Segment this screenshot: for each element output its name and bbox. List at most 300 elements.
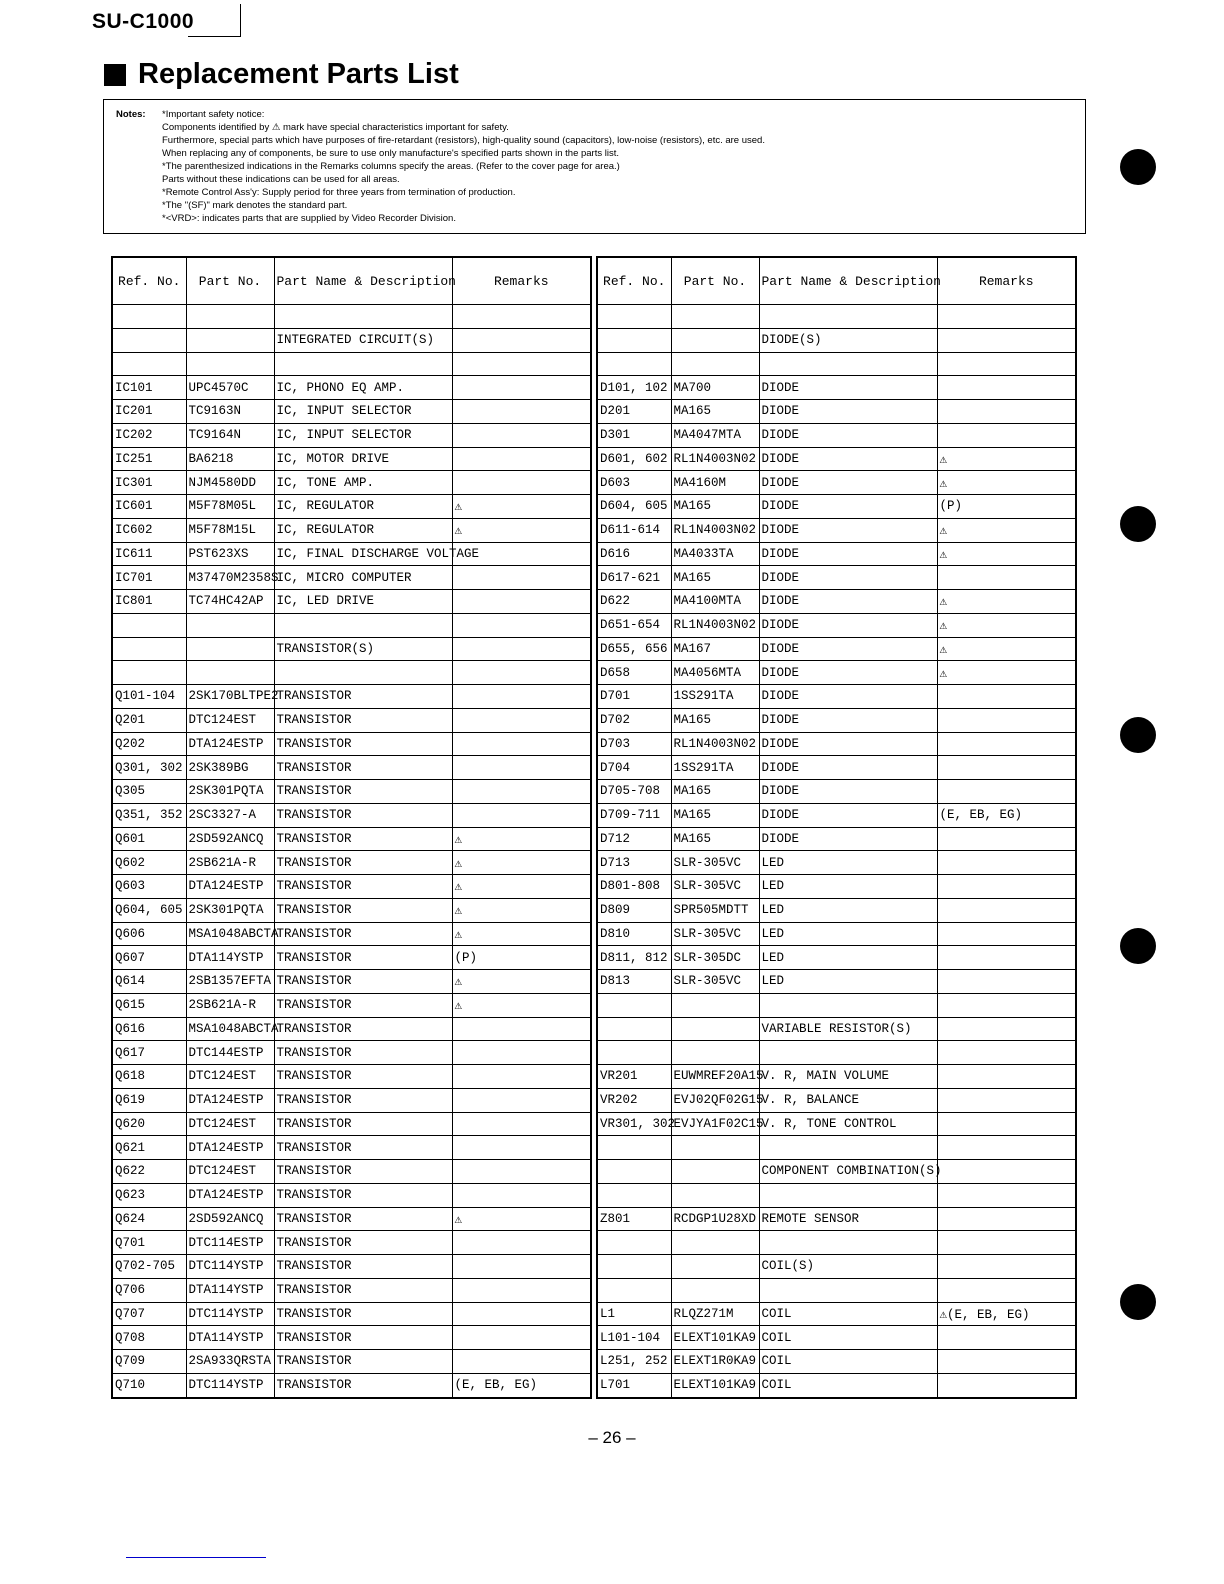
part-no-cell: MA165 <box>671 400 759 424</box>
remarks-cell: ⚠ <box>937 590 1076 614</box>
part-no-cell <box>671 1255 759 1279</box>
description-cell: DIODE <box>759 518 937 542</box>
table-row <box>597 1160 1076 1184</box>
part-no-cell: RCDGP1U28XD <box>671 1207 759 1231</box>
ref-no-cell: D616 <box>597 542 671 566</box>
table-row <box>112 685 591 709</box>
remarks-cell <box>452 613 591 637</box>
col-header-ref: Ref. No. <box>112 257 186 305</box>
remarks-cell <box>937 922 1076 946</box>
description-cell <box>759 1136 937 1160</box>
table-row <box>112 922 591 946</box>
table-row <box>112 898 591 922</box>
remarks-cell: ⚠ <box>937 542 1076 566</box>
table-row <box>112 1136 591 1160</box>
notes-line: *<VRD>: indicates parts that are supplied by Video Recorder Division. <box>162 213 456 224</box>
description-cell: DIODE <box>759 566 937 590</box>
remarks-cell <box>452 1278 591 1302</box>
remarks-cell <box>452 637 591 661</box>
description-cell: V. R, MAIN VOLUME <box>759 1065 937 1089</box>
table-row <box>112 756 591 780</box>
part-no-cell: DTA114YSTP <box>186 946 274 970</box>
table-row <box>597 518 1076 542</box>
page-title: Replacement Parts List <box>138 58 459 90</box>
remarks-cell: ⚠ <box>452 922 591 946</box>
remarks-cell <box>937 993 1076 1017</box>
table-row <box>112 1017 591 1041</box>
remarks-cell <box>937 1017 1076 1041</box>
remarks-cell <box>452 780 591 804</box>
description-cell: TRANSISTOR <box>274 898 452 922</box>
part-no-cell: MA165 <box>671 780 759 804</box>
model-number: SU-C1000 <box>92 10 195 33</box>
description-cell: DIODE <box>759 495 937 519</box>
description-cell <box>274 661 452 685</box>
part-no-cell: MSA1048ABCTA <box>186 1017 274 1041</box>
bullet-square-icon <box>104 64 126 86</box>
table-row <box>597 732 1076 756</box>
ref-no-cell: D712 <box>597 827 671 851</box>
description-cell: TRANSISTOR <box>274 1160 452 1184</box>
description-cell: DIODE <box>759 613 937 637</box>
remarks-cell: ⚠ <box>452 851 591 875</box>
description-cell: TRANSISTOR <box>274 1017 452 1041</box>
remarks-cell <box>452 1302 591 1326</box>
part-no-cell: PST623XS <box>186 542 274 566</box>
description-cell: DIODE <box>759 423 937 447</box>
binding-hole-icon <box>1120 149 1156 185</box>
description-cell: TRANSISTOR <box>274 946 452 970</box>
part-no-cell: DTA124ESTP <box>186 875 274 899</box>
ref-no-cell: D704 <box>597 756 671 780</box>
table-row <box>112 352 591 376</box>
part-no-cell: SLR-305DC <box>671 946 759 970</box>
col-header-remarks: Remarks <box>452 257 591 305</box>
remarks-cell <box>937 1112 1076 1136</box>
table-row <box>597 851 1076 875</box>
description-cell <box>759 1231 937 1255</box>
col-header-part: Part No. <box>671 257 759 305</box>
remarks-cell: ⚠ <box>937 447 1076 471</box>
table-row <box>597 1041 1076 1065</box>
description-cell: TRANSISTOR <box>274 1207 452 1231</box>
remarks-cell: ⚠ <box>937 518 1076 542</box>
table-row <box>597 946 1076 970</box>
part-no-cell: RL1N4003N02 <box>671 447 759 471</box>
table-row <box>597 1207 1076 1231</box>
description-cell: TRANSISTOR <box>274 993 452 1017</box>
notes-line: *Important safety notice: <box>162 109 265 120</box>
ref-no-cell: Q701 <box>112 1231 186 1255</box>
part-no-cell: DTA114YSTP <box>186 1278 274 1302</box>
ref-no-cell: D655, 656 <box>597 637 671 661</box>
remarks-cell <box>937 566 1076 590</box>
part-no-cell: RLQZ271M <box>671 1302 759 1326</box>
description-cell: IC, FINAL DISCHARGE VOLTAGE <box>274 542 452 566</box>
part-no-cell: DTC114YSTP <box>186 1302 274 1326</box>
ref-no-cell: Q702-705 <box>112 1255 186 1279</box>
part-no-cell: EVJYA1F02C15 <box>671 1112 759 1136</box>
remarks-cell <box>937 1255 1076 1279</box>
part-no-cell: MA700 <box>671 376 759 400</box>
part-no-cell: DTA124ESTP <box>186 732 274 756</box>
part-no-cell: 2SB621A-R <box>186 993 274 1017</box>
description-cell: LED <box>759 898 937 922</box>
remarks-cell <box>937 732 1076 756</box>
table-row <box>597 1350 1076 1374</box>
ref-no-cell: Q620 <box>112 1112 186 1136</box>
col-header-description: Part Name & Description <box>274 257 452 305</box>
table-row <box>112 970 591 994</box>
table-row <box>597 1088 1076 1112</box>
table-row <box>597 1112 1076 1136</box>
part-no-cell: 1SS291TA <box>671 685 759 709</box>
ref-no-cell: Q618 <box>112 1065 186 1089</box>
remarks-cell: (E, EB, EG) <box>452 1373 591 1397</box>
part-no-cell: 1SS291TA <box>671 756 759 780</box>
remarks-cell <box>452 423 591 447</box>
remarks-cell: ⚠ <box>452 898 591 922</box>
part-no-cell: RL1N4003N02 <box>671 518 759 542</box>
part-no-cell: SLR-305VC <box>671 851 759 875</box>
table-row <box>597 542 1076 566</box>
ref-no-cell: IC101 <box>112 376 186 400</box>
part-no-cell <box>186 637 274 661</box>
remarks-cell: ⚠(E, EB, EG) <box>937 1302 1076 1326</box>
table-row <box>112 661 591 685</box>
ref-no-cell: D604, 605 <box>597 495 671 519</box>
description-cell: TRANSISTOR <box>274 827 452 851</box>
col-header-remarks: Remarks <box>937 257 1076 305</box>
part-no-cell: MA4056MTA <box>671 661 759 685</box>
remarks-cell <box>937 685 1076 709</box>
binding-hole-icon <box>1120 928 1156 964</box>
table-row <box>597 328 1076 352</box>
part-no-cell: MA167 <box>671 637 759 661</box>
table-row <box>112 566 591 590</box>
remarks-cell: ⚠ <box>452 518 591 542</box>
ref-no-cell: Q604, 605 <box>112 898 186 922</box>
table-row <box>597 780 1076 804</box>
ref-no-cell: IC701 <box>112 566 186 590</box>
description-cell: IC, MOTOR DRIVE <box>274 447 452 471</box>
remarks-cell <box>937 851 1076 875</box>
table-row <box>597 423 1076 447</box>
table-row <box>112 471 591 495</box>
ref-no-cell: Q614 <box>112 970 186 994</box>
table-row <box>112 875 591 899</box>
ref-no-cell: IC251 <box>112 447 186 471</box>
remarks-cell <box>937 970 1076 994</box>
ref-no-cell: L251, 252 <box>597 1350 671 1374</box>
part-no-cell: MA4047MTA <box>671 423 759 447</box>
part-no-cell: M5F78M15L <box>186 518 274 542</box>
part-no-cell: ELEXT101KA9 <box>671 1326 759 1350</box>
table-row <box>112 993 591 1017</box>
ref-no-cell: D617-621 <box>597 566 671 590</box>
ref-no-cell: Q617 <box>112 1041 186 1065</box>
table-row <box>597 1302 1076 1326</box>
notes-line: Furthermore, special parts which have purposes of fire-retardant (resistors), high-quality sound (capacitors), low-noise (resistors), etc. are used. <box>162 135 765 146</box>
part-no-cell: MSA1048ABCTA <box>186 922 274 946</box>
remarks-cell <box>937 756 1076 780</box>
ref-no-cell: Q351, 352 <box>112 803 186 827</box>
remarks-cell <box>937 376 1076 400</box>
part-no-cell: BA6218 <box>186 447 274 471</box>
remarks-cell <box>452 1088 591 1112</box>
parts-table-left <box>111 256 592 1399</box>
description-cell: TRANSISTOR <box>274 1231 452 1255</box>
part-no-cell: DTC114ESTP <box>186 1231 274 1255</box>
remarks-cell <box>452 756 591 780</box>
table-row <box>597 993 1076 1017</box>
part-no-cell: DTA124ESTP <box>186 1136 274 1160</box>
description-cell: DIODE <box>759 637 937 661</box>
ref-no-cell: D611-614 <box>597 518 671 542</box>
remarks-cell <box>452 732 591 756</box>
part-no-cell: M5F78M05L <box>186 495 274 519</box>
table-row <box>597 898 1076 922</box>
description-cell: IC, PHONO EQ AMP. <box>274 376 452 400</box>
remarks-cell <box>937 1231 1076 1255</box>
part-no-cell: DTA124ESTP <box>186 1183 274 1207</box>
ref-no-cell: IC801 <box>112 590 186 614</box>
description-cell: TRANSISTOR <box>274 1302 452 1326</box>
remarks-cell <box>937 1350 1076 1374</box>
ref-no-cell: IC202 <box>112 423 186 447</box>
bottom-rule <box>126 1557 266 1558</box>
remarks-cell <box>452 1326 591 1350</box>
table-row <box>597 708 1076 732</box>
col-header-ref: Ref. No. <box>597 257 671 305</box>
part-no-cell: 2SD592ANCQ <box>186 827 274 851</box>
notes-line: Parts without these indications can be used for all areas. <box>162 174 400 185</box>
part-no-cell: DTC144ESTP <box>186 1041 274 1065</box>
table-row <box>112 732 591 756</box>
ref-no-cell <box>597 1136 671 1160</box>
part-no-cell <box>671 305 759 329</box>
ref-no-cell: Q707 <box>112 1302 186 1326</box>
table-row <box>597 400 1076 424</box>
ref-no-cell: Q607 <box>112 946 186 970</box>
part-no-cell: 2SD592ANCQ <box>186 1207 274 1231</box>
notes-box <box>103 99 1086 234</box>
ref-no-cell <box>597 993 671 1017</box>
remarks-cell <box>937 1278 1076 1302</box>
description-cell: COIL <box>759 1326 937 1350</box>
ref-no-cell <box>597 305 671 329</box>
ref-no-cell <box>112 613 186 637</box>
col-header-part: Part No. <box>186 257 274 305</box>
page-number: – 26 – <box>588 1428 636 1447</box>
description-cell: DIODE <box>759 542 937 566</box>
remarks-cell: ⚠ <box>452 875 591 899</box>
table-row <box>112 613 591 637</box>
ref-no-cell <box>112 637 186 661</box>
ref-no-cell <box>597 1278 671 1302</box>
part-no-cell: M37470M2358S <box>186 566 274 590</box>
table-row <box>597 1136 1076 1160</box>
ref-no-cell <box>597 1231 671 1255</box>
notes-line: When replacing any of components, be sure to use only manufacture's specified parts shown in the parts list. <box>162 148 620 159</box>
table-row <box>112 946 591 970</box>
table-row <box>597 471 1076 495</box>
part-no-cell: DTC124EST <box>186 1160 274 1184</box>
ref-no-cell: Q621 <box>112 1136 186 1160</box>
description-cell: LED <box>759 875 937 899</box>
description-cell: DIODE <box>759 400 937 424</box>
table-row <box>597 1326 1076 1350</box>
remarks-cell <box>452 1065 591 1089</box>
ref-no-cell: Q602 <box>112 851 186 875</box>
description-cell: DIODE <box>759 756 937 780</box>
remarks-cell <box>452 1350 591 1374</box>
ref-no-cell: Q201 <box>112 708 186 732</box>
ref-no-cell: Q623 <box>112 1183 186 1207</box>
description-cell: TRANSISTOR <box>274 970 452 994</box>
description-cell: DIODE <box>759 685 937 709</box>
ref-no-cell: D601, 602 <box>597 447 671 471</box>
description-cell: TRANSISTOR <box>274 1373 452 1397</box>
description-cell: TRANSISTOR <box>274 922 452 946</box>
ref-no-cell: Q708 <box>112 1326 186 1350</box>
table-row <box>112 376 591 400</box>
description-cell: DIODE <box>759 827 937 851</box>
table-row <box>112 1231 591 1255</box>
description-cell: DIODE <box>759 708 937 732</box>
remarks-cell <box>452 305 591 329</box>
description-cell <box>274 613 452 637</box>
ref-no-cell: D810 <box>597 922 671 946</box>
model-underline <box>188 36 241 37</box>
part-no-cell: MA165 <box>671 827 759 851</box>
ref-no-cell: Q101-104 <box>112 685 186 709</box>
ref-no-cell: Q615 <box>112 993 186 1017</box>
description-cell: DIODE <box>759 780 937 804</box>
description-cell: LED <box>759 922 937 946</box>
description-cell: TRANSISTOR <box>274 1278 452 1302</box>
remarks-cell: ⚠ <box>452 495 591 519</box>
parts-table-right <box>596 256 1077 1399</box>
description-cell <box>759 352 937 376</box>
ref-no-cell: D651-654 <box>597 613 671 637</box>
table-row <box>112 1112 591 1136</box>
part-no-cell: ELEXT101KA9 <box>671 1373 759 1397</box>
part-no-cell: 2SK301PQTA <box>186 780 274 804</box>
description-cell: COIL <box>759 1350 937 1374</box>
ref-no-cell: L701 <box>597 1373 671 1397</box>
ref-no-cell: Z801 <box>597 1207 671 1231</box>
remarks-cell: (P) <box>452 946 591 970</box>
description-cell <box>759 993 937 1017</box>
table-row <box>597 1278 1076 1302</box>
remarks-cell <box>452 447 591 471</box>
part-no-cell: DTC124EST <box>186 1112 274 1136</box>
remarks-cell <box>937 1041 1076 1065</box>
ref-no-cell: IC611 <box>112 542 186 566</box>
description-cell: IC, INPUT SELECTOR <box>274 423 452 447</box>
description-cell: IC, REGULATOR <box>274 518 452 542</box>
description-cell: TRANSISTOR <box>274 1183 452 1207</box>
description-cell: TRANSISTOR <box>274 708 452 732</box>
notes-line: *The parenthesized indications in the Remarks columns specify the areas. (Refer to the cover page for area.) <box>162 161 620 172</box>
remarks-cell <box>937 423 1076 447</box>
part-no-cell: EUWMREF20A15 <box>671 1065 759 1089</box>
part-no-cell: DTC114YSTP <box>186 1373 274 1397</box>
ref-no-cell: D622 <box>597 590 671 614</box>
description-cell: VARIABLE RESISTOR(S) <box>759 1017 937 1041</box>
remarks-cell: ⚠ <box>452 1207 591 1231</box>
part-no-cell: TC74HC42AP <box>186 590 274 614</box>
remarks-cell <box>452 1136 591 1160</box>
part-no-cell: DTA124ESTP <box>186 1088 274 1112</box>
table-row <box>597 637 1076 661</box>
ref-no-cell: Q622 <box>112 1160 186 1184</box>
ref-no-cell <box>112 305 186 329</box>
part-no-cell <box>186 613 274 637</box>
ref-no-cell: D713 <box>597 851 671 875</box>
remarks-cell: (P) <box>937 495 1076 519</box>
part-no-cell <box>671 1183 759 1207</box>
notes-lines <box>162 108 765 225</box>
remarks-cell: ⚠ <box>937 613 1076 637</box>
part-no-cell: UPC4570C <box>186 376 274 400</box>
description-cell <box>759 305 937 329</box>
part-no-cell: ELEXT1R0KA9 <box>671 1350 759 1374</box>
notes-line: Components identified by ⚠ mark have special characteristics important for safety. <box>162 122 509 133</box>
ref-no-cell: Q709 <box>112 1350 186 1374</box>
remarks-cell <box>452 1255 591 1279</box>
description-cell: TRANSISTOR <box>274 685 452 709</box>
part-no-cell: 2SK389BG <box>186 756 274 780</box>
part-no-cell <box>671 1278 759 1302</box>
remarks-cell <box>937 875 1076 899</box>
ref-no-cell: Q202 <box>112 732 186 756</box>
ref-no-cell: D703 <box>597 732 671 756</box>
table-row <box>597 495 1076 519</box>
description-cell: TRANSISTOR <box>274 1112 452 1136</box>
table-row <box>597 922 1076 946</box>
remarks-cell <box>937 898 1076 922</box>
remarks-cell <box>937 780 1076 804</box>
ref-no-cell: L1 <box>597 1302 671 1326</box>
table-row <box>112 1088 591 1112</box>
part-no-cell: SPR505MDTT <box>671 898 759 922</box>
part-no-cell <box>671 1041 759 1065</box>
ref-no-cell: VR301, 302 <box>597 1112 671 1136</box>
table-row <box>112 1041 591 1065</box>
part-no-cell: MA165 <box>671 566 759 590</box>
remarks-cell <box>937 708 1076 732</box>
description-cell: DIODE <box>759 661 937 685</box>
description-cell: TRANSISTOR <box>274 780 452 804</box>
part-no-cell: 2SC3327-A <box>186 803 274 827</box>
description-cell: TRANSISTOR <box>274 1136 452 1160</box>
description-cell: TRANSISTOR <box>274 756 452 780</box>
part-no-cell: MA4160M <box>671 471 759 495</box>
remarks-cell: ⚠ <box>452 970 591 994</box>
description-cell: TRANSISTOR <box>274 803 452 827</box>
ref-no-cell <box>597 352 671 376</box>
table-row <box>112 518 591 542</box>
ref-no-cell <box>597 1255 671 1279</box>
binding-hole-icon <box>1120 1284 1156 1320</box>
description-cell <box>274 305 452 329</box>
table-row <box>112 1207 591 1231</box>
remarks-cell <box>937 1065 1076 1089</box>
table-row <box>597 661 1076 685</box>
remarks-cell <box>452 661 591 685</box>
